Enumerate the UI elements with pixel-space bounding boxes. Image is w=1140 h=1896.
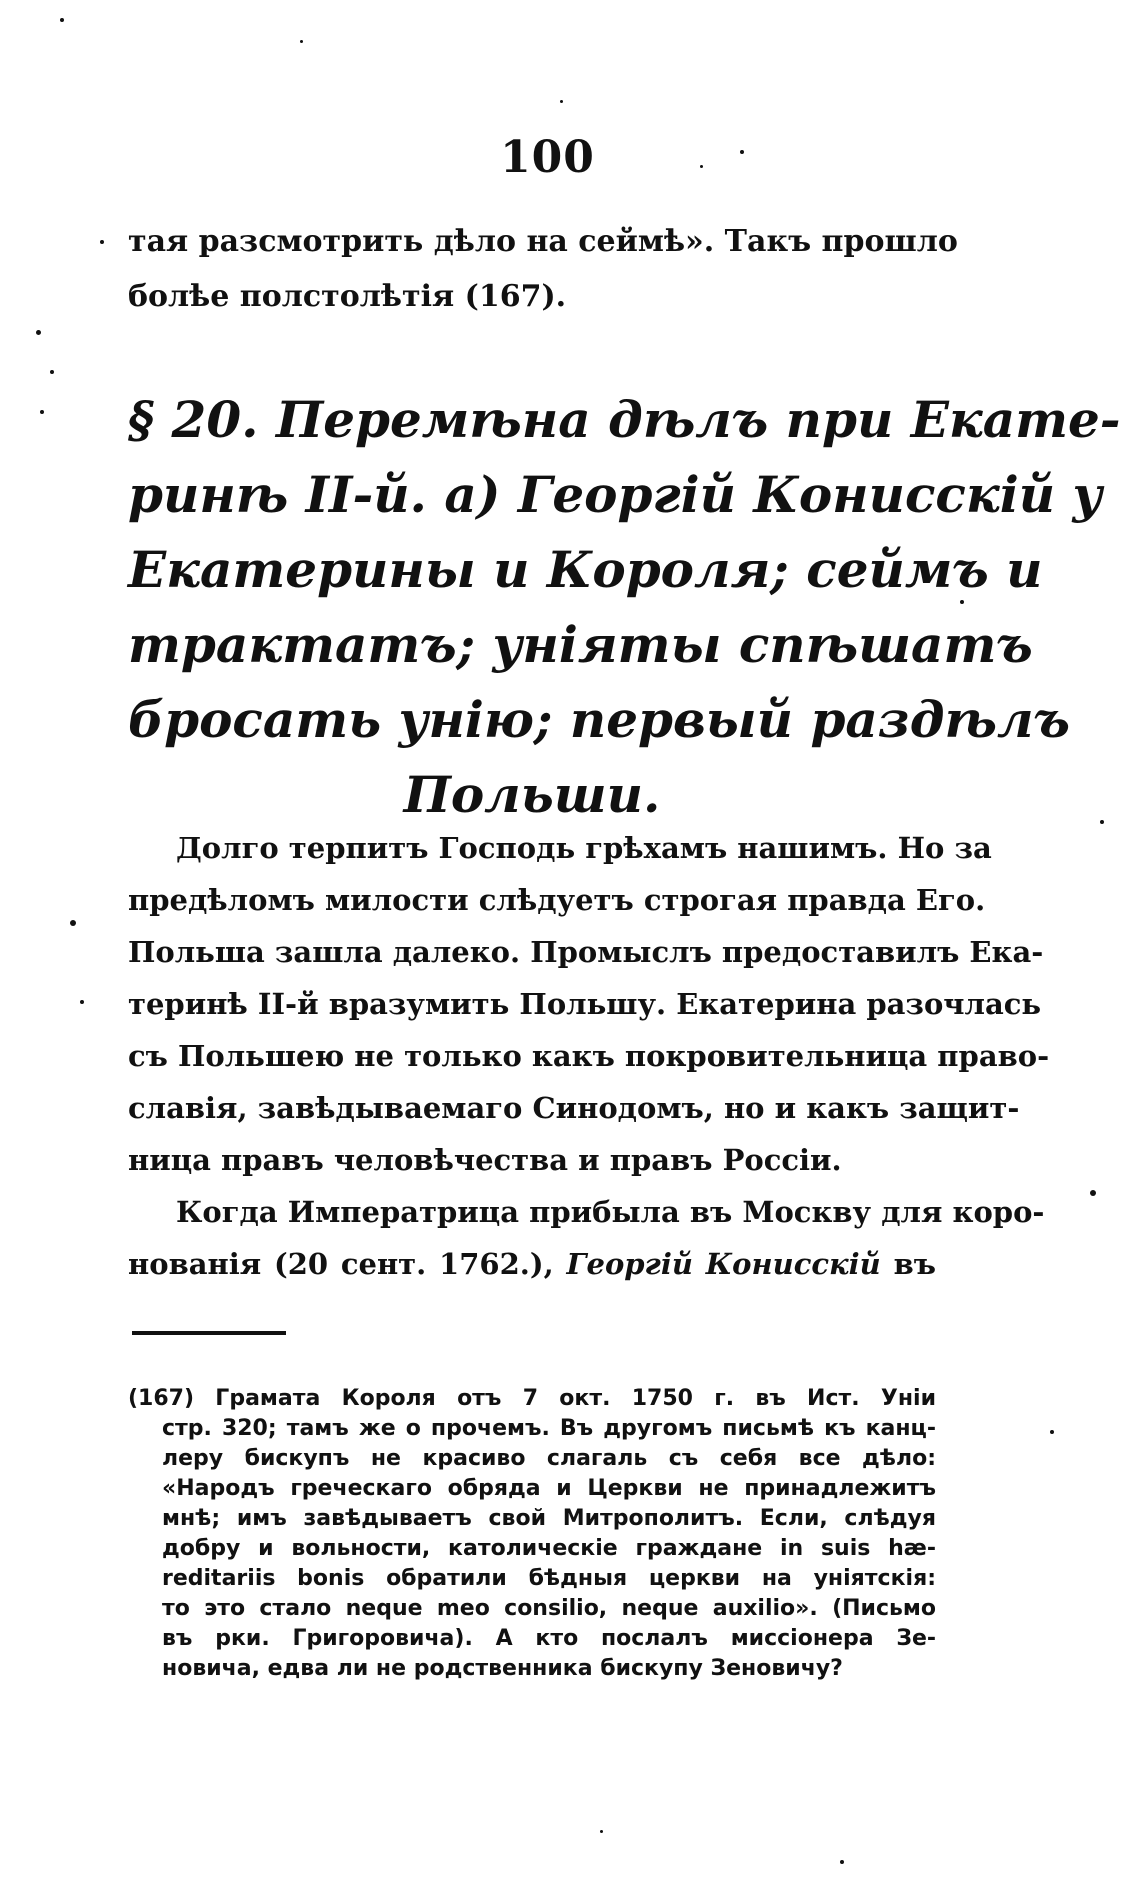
heading-line: бросать унію; первый раздѣлъ [128,690,1070,749]
paragraph-line: съ Польшею не только какъ покровительница право- [128,1039,1050,1073]
paragraph-line: Долго терпитъ Господь грѣхамъ нашимъ. Но за [176,831,992,865]
footnote-line: «Народъ греческаго обряда и Церкви не принадлежитъ [162,1476,936,1501]
body-text [128,822,1050,1290]
footnote-line: добру и вольности, католическіе граждане in suis hæ- [162,1536,936,1561]
paragraph-line: Когда Императрица прибыла въ Москву для коро- [176,1195,1045,1229]
footnote-line: въ рки. Григоровича). А кто послалъ миссіонера Зе- [162,1626,936,1651]
heading-line: § 20. Перемѣна дѣлъ при Екате- [128,390,1121,449]
carry-over-text [128,214,958,324]
footnote-line: то это стало neque meo consilio, neque auxilio». (Письмо [162,1596,936,1621]
paragraph-line: Польша зашла далеко. Промыслъ предоставилъ Ека- [128,935,1044,969]
carry-line: болѣе полстолѣтія (167). [128,279,567,314]
paragraph-line: теринѣ II-й вразумить Польшу. Екатерина разочлась [128,987,1042,1021]
section-heading [128,382,1121,832]
paragraph-text: въ [893,1247,936,1281]
carry-line: тая разсмотрить дѣло на сеймѣ». Такъ прошло [128,224,958,259]
heading-line: Польши. [403,765,661,824]
footnote-line: (167) Грамата Короля отъ 7 окт. 1750 г. въ Ист. Уніи [128,1386,936,1411]
footnote-divider [132,1331,286,1335]
italic-name: Георгій Конисскій [566,1247,881,1281]
heading-line: ринѣ II-й. а) Георгій Конисскій у [128,465,1103,524]
paragraph-text: нованія (20 сент. 1762.), [128,1247,554,1281]
footnote-line: новича, едва ли не родственника бискупу Зеновичу? [162,1656,843,1681]
footnote-line: леру бискупъ не красиво слагаль съ себя все дѣло: [162,1446,936,1471]
paragraph-line [128,1238,936,1290]
paragraph-line: предѣломъ милости слѣдуетъ строгая правда Его. [128,883,986,917]
heading-line: Екатерины и Короля; сеймъ и [128,540,1043,599]
footnote-line: стр. 320; тамъ же о прочемъ. Въ другомъ письмѣ къ канц- [162,1416,936,1441]
paragraph-line: славія, завѣдываемаго Синодомъ, но и какъ защит- [128,1091,1020,1125]
footnote-line: мнѣ; имъ завѣдываетъ свой Митрополитъ. Если, слѣдуя [162,1506,936,1531]
paragraph-line: ница правъ человѣчества и правъ Россіи. [128,1143,842,1177]
heading-line: трактатъ; уніяты спѣшатъ [128,615,1033,674]
footnote [128,1384,936,1684]
page-number: 100 [500,132,595,183]
footnote-line: reditariis bonis обратили бѣдныя церкви на уніятскія: [162,1566,936,1591]
